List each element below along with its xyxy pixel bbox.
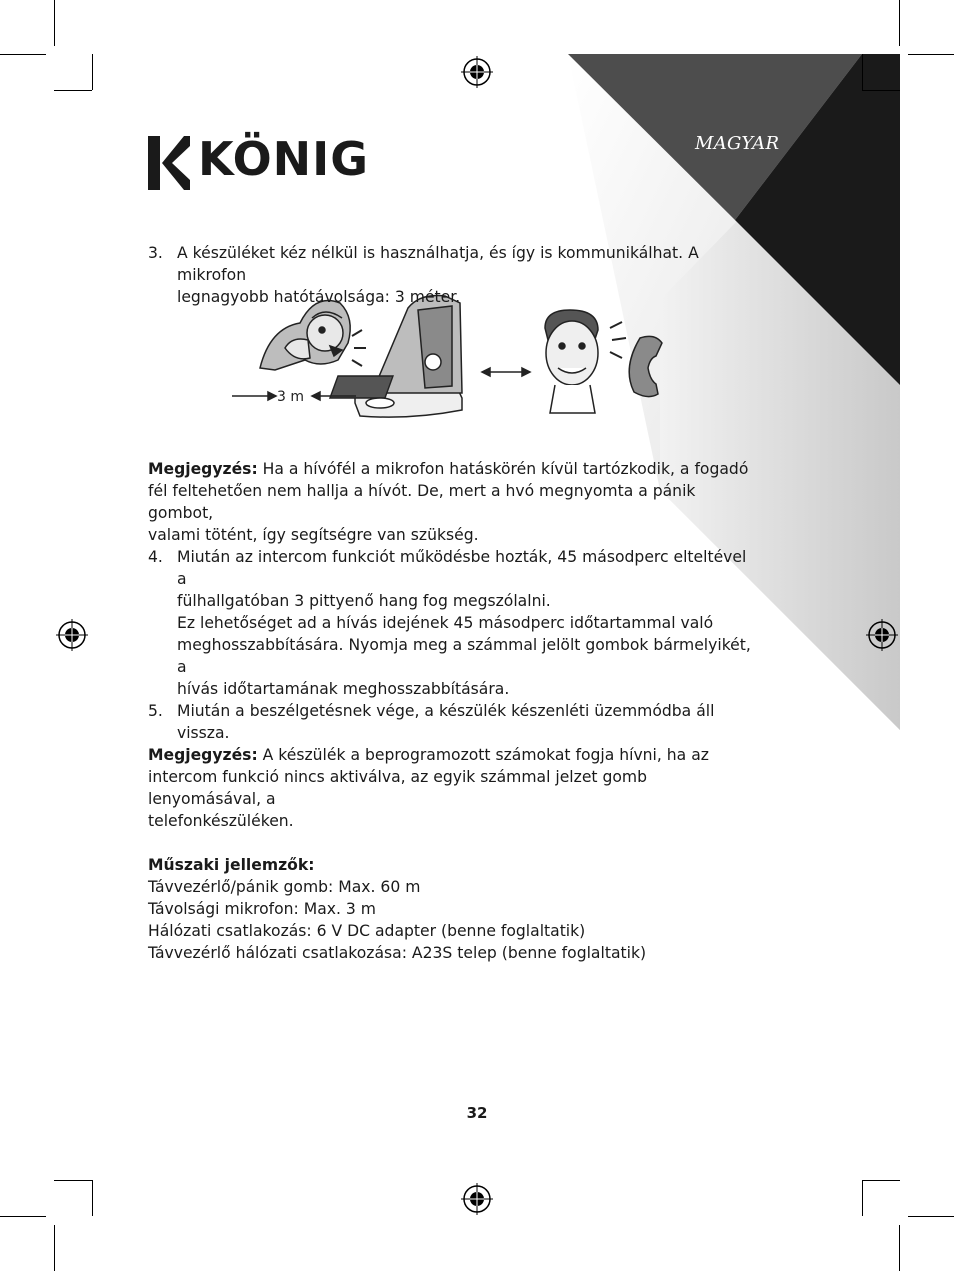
spec-item: Távolsági mikrofon: Max. 3 m bbox=[148, 900, 376, 918]
crop-mark bbox=[908, 1216, 954, 1217]
note-text-line: A készülék a beprogramozott számokat fogja hívni, ha az bbox=[262, 746, 709, 764]
note-text-line: intercom funkció nincs aktiválva, az egyik számmal jelzet gomb lenyomásával, a bbox=[148, 768, 648, 808]
crop-mark bbox=[862, 1180, 900, 1181]
crop-mark bbox=[92, 1180, 93, 1216]
illustration-spacer bbox=[148, 308, 753, 458]
step-text-line: hívás időtartamának meghosszabbítására. bbox=[177, 680, 510, 698]
note-label: Megjegyzés: bbox=[148, 460, 258, 478]
step-text-line: Miután a beszélgetésnek vége, a készülék készenléti üzemmódba áll vissza. bbox=[177, 702, 715, 742]
crop-mark bbox=[54, 1225, 55, 1271]
crop-mark bbox=[899, 0, 900, 46]
registration-mark-icon bbox=[865, 618, 899, 652]
step-3 bbox=[148, 242, 753, 308]
step-text-line: A készüléket kéz nélkül is használhatja, és így is kommunikálhat. A mikrofon bbox=[177, 244, 699, 284]
note-text-line: telefonkészüléken. bbox=[148, 812, 294, 830]
note-2 bbox=[148, 744, 753, 832]
registration-mark-icon bbox=[55, 618, 89, 652]
step-text-line: fülhallgatóban 3 pittyenő hang fog megszólalni. bbox=[177, 592, 551, 610]
crop-mark bbox=[862, 90, 900, 91]
note-text-line: valami tötént, így segítségre van szükség. bbox=[148, 526, 479, 544]
note-text-line: Ha a hívófél a mikrofon hatáskörén kívül tartózkodik, a fogadó bbox=[262, 460, 749, 478]
spec-item: Távvezérlő/pánik gomb: Max. 60 m bbox=[148, 878, 421, 896]
crop-mark bbox=[0, 54, 46, 55]
note-text-line: fél feltehetően nem hallja a hívót. De, mert a hvó megnyomta a pánik gombot, bbox=[148, 482, 696, 522]
registration-mark-icon bbox=[460, 55, 494, 89]
crop-mark bbox=[92, 54, 93, 90]
konig-logo bbox=[148, 132, 370, 190]
page-number: 32 bbox=[466, 1104, 488, 1122]
crop-mark bbox=[54, 90, 92, 91]
spec-item: Távvezérlő hálózati csatlakozása: A23S telep (benne foglaltatik) bbox=[148, 944, 647, 962]
spec-item: Hálózati csatlakozás: 6 V DC adapter (benne foglaltatik) bbox=[148, 922, 586, 940]
crop-mark bbox=[54, 0, 55, 46]
specs-title: Műszaki jellemzők: bbox=[148, 856, 315, 874]
step-number: 4. bbox=[148, 548, 163, 566]
step-text-line: legnagyobb hatótávolsága: 3 méter. bbox=[177, 288, 461, 306]
crop-mark bbox=[54, 1180, 92, 1181]
step-text-line: Miután az intercom funkciót működésbe hozták, 45 másodperc elteltével a bbox=[177, 548, 747, 588]
crop-mark bbox=[899, 1225, 900, 1271]
crop-mark bbox=[0, 1216, 46, 1217]
registration-mark-icon bbox=[460, 1182, 494, 1216]
crop-mark bbox=[862, 1180, 863, 1216]
note-1 bbox=[148, 458, 753, 546]
distance-label: 3 m bbox=[277, 389, 304, 405]
konig-logo-mark-icon bbox=[148, 136, 190, 190]
language-label: MAGYAR bbox=[695, 133, 780, 154]
crop-mark bbox=[908, 54, 954, 55]
step-number: 5. bbox=[148, 702, 163, 720]
crop-mark bbox=[862, 54, 863, 90]
specifications bbox=[148, 854, 753, 964]
manual-content bbox=[148, 242, 753, 964]
step-text-line: meghosszabbítására. Nyomja meg a számmal jelölt gombok bármelyikét, a bbox=[177, 636, 751, 676]
brand-name: KÖNIG bbox=[198, 132, 370, 186]
step-5 bbox=[148, 700, 753, 744]
note-label: Megjegyzés: bbox=[148, 746, 258, 764]
step-text-line: Ez lehetőséget ad a hívás idejének 45 másodperc időtartammal való bbox=[177, 614, 714, 632]
step-number: 3. bbox=[148, 244, 163, 262]
step-4 bbox=[148, 546, 753, 700]
